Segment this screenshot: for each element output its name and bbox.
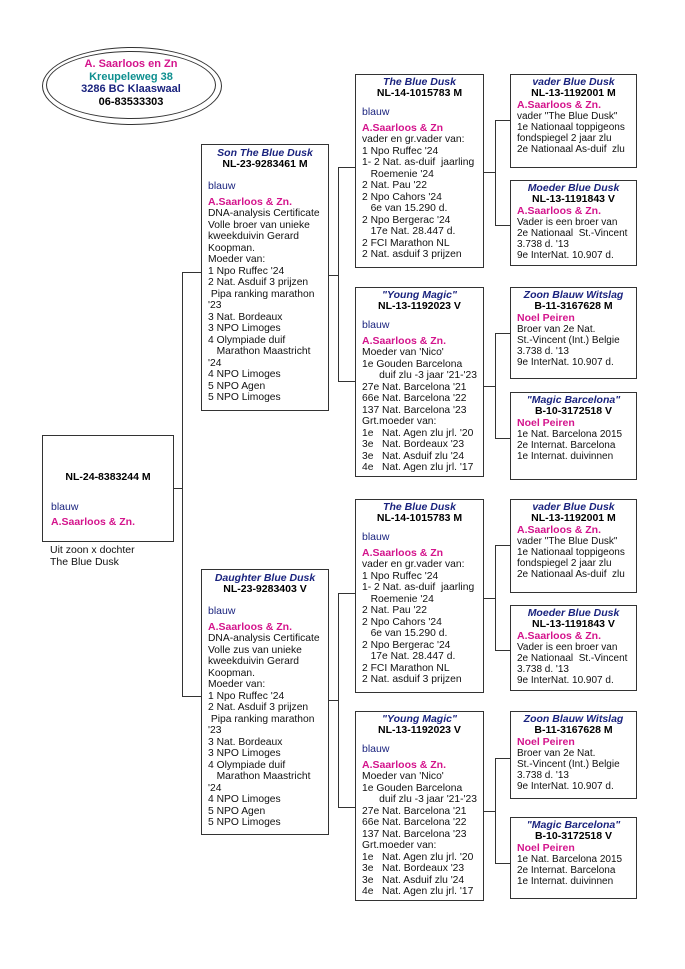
- pedigree-line: 2 Nat. Asduif 3 prijzen: [208, 277, 309, 288]
- pedigree-line: '23: [208, 300, 222, 311]
- great-grandparent-owner: Noel Peiren: [517, 736, 575, 748]
- grandparent-title: "Young Magic": [382, 289, 457, 301]
- great-grandparent-card: [510, 180, 637, 266]
- pedigree-line: 2 Nat. Asduif 3 prijzen: [208, 702, 309, 713]
- grandparent-card: [355, 711, 484, 901]
- connector: [495, 758, 510, 864]
- pedigree-line: '24: [208, 357, 222, 369]
- pedigree-line: 2 Nat. asduif 3 prijzen: [362, 249, 462, 260]
- pedigree-line: Marathon Maastricht: [208, 771, 311, 782]
- pedigree-line: fondspiegel 2 jaar zlu: [517, 558, 612, 569]
- pedigree-line: duif zlu -3 jaar '21-'23: [362, 794, 477, 805]
- pedigree-line: St.-Vincent (Int.) Belgie: [517, 335, 620, 346]
- great-grandparent-ring: NL-13-1191843 V: [532, 193, 615, 205]
- great-grandparent-title: vader Blue Dusk: [532, 501, 615, 513]
- grandparent-title: "Young Magic": [382, 713, 457, 725]
- great-grandparent-card: [510, 605, 637, 691]
- pedigree-line: Pipa ranking marathon: [208, 713, 315, 725]
- grandparent-color: blauw: [362, 106, 390, 118]
- great-grandparent-card: [510, 74, 637, 168]
- pedigree-line: Moeder van 'Nico': [362, 771, 444, 782]
- great-grandparent-title: vader Blue Dusk: [532, 76, 615, 88]
- parent-color: blauw: [208, 605, 236, 617]
- pedigree-line: 4 NPO Limoges: [208, 794, 281, 805]
- pedigree-line: 137 Nat. Barcelona '23: [362, 404, 467, 416]
- pedigree-line: fondspiegel 2 jaar zlu: [517, 133, 612, 144]
- pedigree-line: vader en gr.vader van:: [362, 559, 465, 570]
- parent-card-dam: [201, 569, 329, 835]
- connector: [495, 545, 510, 651]
- connector: [495, 120, 510, 226]
- pedigree-line: 1e Nat. Agen zlu jrl. '20: [362, 851, 474, 863]
- pedigree-line: 2 Nat. asduif 3 prijzen: [362, 674, 462, 685]
- pedigree-line: Vader is een broer van: [517, 642, 618, 653]
- pedigree-line: 1 Npo Ruffec '24: [208, 265, 285, 277]
- pedigree-line: Marathon Maastricht: [208, 346, 311, 357]
- pedigree-line: 27e Nat. Barcelona '21: [362, 805, 467, 817]
- subject-note-line: Uit zoon x dochter: [50, 544, 135, 556]
- parent-owner: A.Saarloos & Zn.: [208, 196, 293, 208]
- grandparent-ring: NL-14-1015783 M: [376, 87, 463, 99]
- grandparent-description: [362, 559, 478, 686]
- pedigree-line: 2e Nationaal St.-Vincent: [517, 653, 628, 664]
- great-grandparent-owner: Noel Peiren: [517, 842, 575, 854]
- breeder-city: 3286 BC Klaaswaal: [81, 83, 181, 95]
- pedigree-line: kweekduivin Gerard: [208, 231, 299, 242]
- great-grandparent-card: [510, 392, 637, 480]
- great-grandparent-owner: A.Saarloos & Zn.: [517, 630, 602, 642]
- pedigree-line: 1 Npo Ruffec '24: [362, 145, 439, 157]
- pedigree-line: 5 NPO Limoges: [208, 817, 281, 828]
- breeder-card: [46, 51, 216, 119]
- great-grandparent-ring: B-11-3167628 M: [534, 300, 613, 312]
- pedigree-line: 2e Internat. Barcelona: [517, 440, 616, 451]
- great-grandparent-ring: NL-13-1192001 M: [531, 87, 616, 99]
- pedigree-line: 1e Gouden Barcelona: [362, 782, 463, 794]
- grandparent-card: [355, 74, 484, 268]
- pedigree-line: 3e Nat. Asduif zlu '24: [362, 874, 465, 886]
- pedigree-line: 2e Nationaal As-duif zlu: [517, 144, 625, 155]
- pedigree-line: 9e InterNat. 10.907 d.: [517, 250, 614, 261]
- grandparent-ring: NL-13-1192023 V: [378, 724, 461, 736]
- great-grandparent-description: [517, 854, 632, 887]
- great-grandparent-owner: Noel Peiren: [517, 417, 575, 429]
- great-grandparent-card: [510, 711, 637, 799]
- grandparent-color: blauw: [362, 743, 390, 755]
- pedigree-line: 6e van 15.290 d.: [362, 203, 448, 214]
- subject-owner: A.Saarloos & Zn.: [51, 516, 136, 528]
- grandparent-color: blauw: [362, 319, 390, 331]
- breeder-street: Kreupeleweg 38: [89, 70, 173, 83]
- pedigree-line: 3.738 d. '13: [517, 664, 569, 675]
- pedigree-line: '23: [208, 725, 222, 736]
- pedigree-line: 9e InterNat. 10.907 d.: [517, 781, 614, 792]
- great-grandparent-description: [517, 748, 632, 792]
- pedigree-line: 2e Nationaal As-duif zlu: [517, 569, 625, 580]
- pedigree-line: Moeder van:: [208, 679, 266, 690]
- pedigree-line: Roemenie '24: [362, 168, 434, 180]
- pedigree-line: 2e Nationaal St.-Vincent: [517, 228, 628, 239]
- pedigree-line: 3.738 d. '13: [517, 346, 569, 357]
- subject-color: blauw: [51, 501, 79, 513]
- connector: [174, 488, 182, 489]
- pedigree-line: 3e Nat. Bordeaux '23: [362, 863, 465, 874]
- grandparent-card: [355, 499, 484, 693]
- grandparent-ring: NL-13-1192023 V: [378, 300, 461, 312]
- parent-description: [208, 208, 323, 404]
- subject-note-line: The Blue Dusk: [50, 556, 119, 568]
- pedigree-line: Moeder van:: [208, 254, 266, 265]
- pedigree-line: 137 Nat. Barcelona '23: [362, 828, 467, 840]
- pedigree-line: Moeder van 'Nico': [362, 347, 444, 358]
- pedigree-line: Grt.moeder van:: [362, 840, 437, 851]
- parent-title: Son The Blue Dusk: [217, 147, 313, 159]
- grandparent-owner: A.Saarloos & Zn.: [362, 335, 447, 347]
- pedigree-line: Roemenie '24: [362, 593, 434, 605]
- pedigree-line: 1 Npo Ruffec '24: [208, 690, 285, 702]
- parent-color: blauw: [208, 180, 236, 192]
- pedigree-line: 3 NPO Limoges: [208, 748, 281, 759]
- connector: [329, 700, 338, 701]
- pedigree-line: 2 Npo Bergerac '24: [362, 214, 451, 226]
- subject-card: [42, 435, 174, 542]
- grandparent-owner: A.Saarloos & Zn: [362, 122, 444, 134]
- subject-note: [50, 544, 135, 568]
- parent-title: Daughter Blue Dusk: [214, 572, 316, 584]
- great-grandparent-title: "Magic Barcelona": [526, 394, 621, 406]
- pedigree-line: 5 NPO Limoges: [208, 392, 281, 403]
- grandparent-owner: A.Saarloos & Zn: [362, 547, 444, 559]
- pedigree-line: Grt.moeder van:: [362, 416, 437, 427]
- connector: [182, 272, 201, 697]
- pedigree-line: 2 Nat. Pau '22: [362, 605, 427, 616]
- pedigree-line: Volle broer van unieke: [208, 219, 310, 231]
- pedigree-line: '24: [208, 782, 222, 794]
- parent-ring: NL-23-9283461 M: [222, 158, 308, 170]
- grandparent-card: [355, 287, 484, 477]
- pedigree-line: 1e Internat. duivinnen: [517, 451, 614, 462]
- pedigree-line: DNA-analysis Certificate: [208, 208, 320, 219]
- breeder-phone: 06-83533303: [98, 95, 164, 108]
- breeder-name: A. Saarloos en Zn: [84, 58, 178, 70]
- pedigree-line: 3 NPO Limoges: [208, 323, 281, 334]
- pedigree-line: 4 NPO Limoges: [208, 369, 281, 380]
- great-grandparent-card: [510, 499, 637, 593]
- great-grandparent-ring: NL-13-1192001 M: [531, 512, 616, 524]
- great-grandparent-ring: NL-13-1191843 V: [532, 618, 615, 630]
- pedigree-line: 4e Nat. Agen zlu jrl. '17: [362, 462, 474, 473]
- pedigree-line: St.-Vincent (Int.) Belgie: [517, 759, 620, 770]
- great-grandparent-description: [517, 111, 632, 155]
- pedigree-line: 17e Nat. 28.447 d.: [362, 226, 456, 237]
- pedigree-line: 2 Npo Cahors '24: [362, 191, 442, 203]
- great-grandparent-description: [517, 536, 632, 580]
- pedigree-line: 2 Npo Cahors '24: [362, 616, 442, 628]
- parent-owner: A.Saarloos & Zn.: [208, 621, 293, 633]
- pedigree-line: 3e Nat. Bordeaux '23: [362, 439, 465, 450]
- parent-card-sire: [201, 144, 329, 411]
- pedigree-line: 2 Nat. Pau '22: [362, 180, 427, 191]
- pedigree-line: 2 Npo Bergerac '24: [362, 639, 451, 651]
- pedigree-line: kweekduivin Gerard: [208, 656, 299, 667]
- pedigree-line: 27e Nat. Barcelona '21: [362, 381, 467, 393]
- grandparent-description: [362, 347, 478, 474]
- grandparent-title: The Blue Dusk: [383, 76, 456, 88]
- great-grandparent-owner: A.Saarloos & Zn.: [517, 205, 602, 217]
- great-grandparent-ring: B-10-3172518 V: [534, 405, 613, 417]
- connector: [484, 598, 495, 599]
- connector: [484, 386, 495, 387]
- pedigree-line: 1e Nat. Barcelona 2015: [517, 854, 623, 865]
- pedigree-line: 5 NPO Agen: [208, 380, 266, 392]
- pedigree-line: 3 Nat. Bordeaux: [208, 736, 283, 748]
- great-grandparent-owner: A.Saarloos & Zn.: [517, 524, 602, 536]
- parent-ring: NL-23-9283403 V: [223, 583, 307, 595]
- great-grandparent-ring: B-10-3172518 V: [534, 830, 613, 842]
- pedigree-line: Broer van 2e Nat.: [517, 324, 596, 335]
- pedigree-line: 4 Olympiade duif: [208, 334, 286, 346]
- great-grandparent-owner: A.Saarloos & Zn.: [517, 99, 602, 111]
- pedigree-line: 4 Olympiade duif: [208, 759, 286, 771]
- pedigree-line: duif zlu -3 jaar '21-'23: [362, 370, 477, 381]
- pedigree-line: 17e Nat. 28.447 d.: [362, 651, 456, 662]
- pedigree-line: 1e Nat. Barcelona 2015: [517, 429, 623, 440]
- great-grandparent-ring: B-11-3167628 M: [534, 724, 613, 736]
- connector: [338, 593, 355, 808]
- subject-ring: NL-24-8383244 M: [65, 471, 151, 483]
- pedigree-line: Pipa ranking marathon: [208, 288, 315, 300]
- great-grandparent-title: "Magic Barcelona": [526, 819, 621, 831]
- grandparent-color: blauw: [362, 531, 390, 543]
- great-grandparent-title: Moeder Blue Dusk: [527, 607, 620, 619]
- great-grandparent-card: [510, 817, 637, 899]
- pedigree-line: 2e Internat. Barcelona: [517, 865, 616, 876]
- pedigree-line: 3.738 d. '13: [517, 770, 569, 781]
- connector: [484, 811, 495, 812]
- pedigree-line: 66e Nat. Barcelona '22: [362, 393, 467, 404]
- pedigree-line: 66e Nat. Barcelona '22: [362, 817, 467, 828]
- great-grandparent-description: [517, 429, 632, 462]
- pedigree-line: 1 Npo Ruffec '24: [362, 570, 439, 582]
- pedigree-line: 1e Internat. duivinnen: [517, 876, 614, 887]
- pedigree-line: Koopman.: [208, 242, 255, 254]
- pedigree-line: DNA-analysis Certificate: [208, 633, 320, 644]
- pedigree-line: Volle zus van unieke: [208, 644, 302, 656]
- pedigree-line: 3e Nat. Asduif zlu '24: [362, 450, 465, 462]
- great-grandparent-card: [510, 287, 637, 379]
- pedigree-line: 9e InterNat. 10.907 d.: [517, 357, 614, 368]
- pedigree-line: 1- 2 Nat. as-duif jaarling: [362, 582, 475, 593]
- grandparent-title: The Blue Dusk: [383, 501, 456, 513]
- connector: [329, 275, 338, 276]
- pedigree-line: 1e Nationaal toppigeons: [517, 122, 625, 133]
- great-grandparent-description: [517, 324, 632, 368]
- pedigree-line: vader "The Blue Dusk": [517, 536, 618, 547]
- pedigree-line: 3.738 d. '13: [517, 239, 569, 250]
- connector: [484, 172, 495, 173]
- pedigree-line: 1e Nat. Agen zlu jrl. '20: [362, 427, 474, 439]
- connector: [338, 167, 355, 382]
- pedigree-line: vader "The Blue Dusk": [517, 111, 618, 122]
- pedigree-line: Vader is een broer van: [517, 217, 618, 228]
- connector: [495, 333, 510, 439]
- pedigree-line: 2 FCI Marathon NL: [362, 237, 450, 249]
- pedigree-line: 4e Nat. Agen zlu jrl. '17: [362, 886, 474, 897]
- pedigree-line: 3 Nat. Bordeaux: [208, 311, 283, 323]
- great-grandparent-owner: Noel Peiren: [517, 312, 575, 324]
- pedigree-line: Broer van 2e Nat.: [517, 748, 596, 759]
- pedigree-line: vader en gr.vader van:: [362, 134, 465, 145]
- pedigree-line: 9e InterNat. 10.907 d.: [517, 675, 614, 686]
- pedigree-line: 5 NPO Agen: [208, 805, 266, 817]
- pedigree-line: 1e Nationaal toppigeons: [517, 547, 625, 558]
- great-grandparent-title: Zoon Blauw Witslag: [523, 289, 624, 301]
- grandparent-description: [362, 771, 478, 898]
- great-grandparent-title: Zoon Blauw Witslag: [523, 713, 624, 725]
- pedigree-line: 6e van 15.290 d.: [362, 628, 448, 639]
- grandparent-owner: A.Saarloos & Zn.: [362, 759, 447, 771]
- pedigree-line: 1- 2 Nat. as-duif jaarling: [362, 157, 475, 168]
- pedigree-line: Koopman.: [208, 667, 255, 679]
- great-grandparent-description: [517, 217, 632, 261]
- pedigree-line: 2 FCI Marathon NL: [362, 662, 450, 674]
- grandparent-ring: NL-14-1015783 M: [376, 512, 463, 524]
- pedigree-line: 1e Gouden Barcelona: [362, 358, 463, 370]
- grandparent-description: [362, 134, 478, 261]
- great-grandparent-description: [517, 642, 632, 686]
- parent-description: [208, 633, 323, 829]
- great-grandparent-title: Moeder Blue Dusk: [527, 182, 620, 194]
